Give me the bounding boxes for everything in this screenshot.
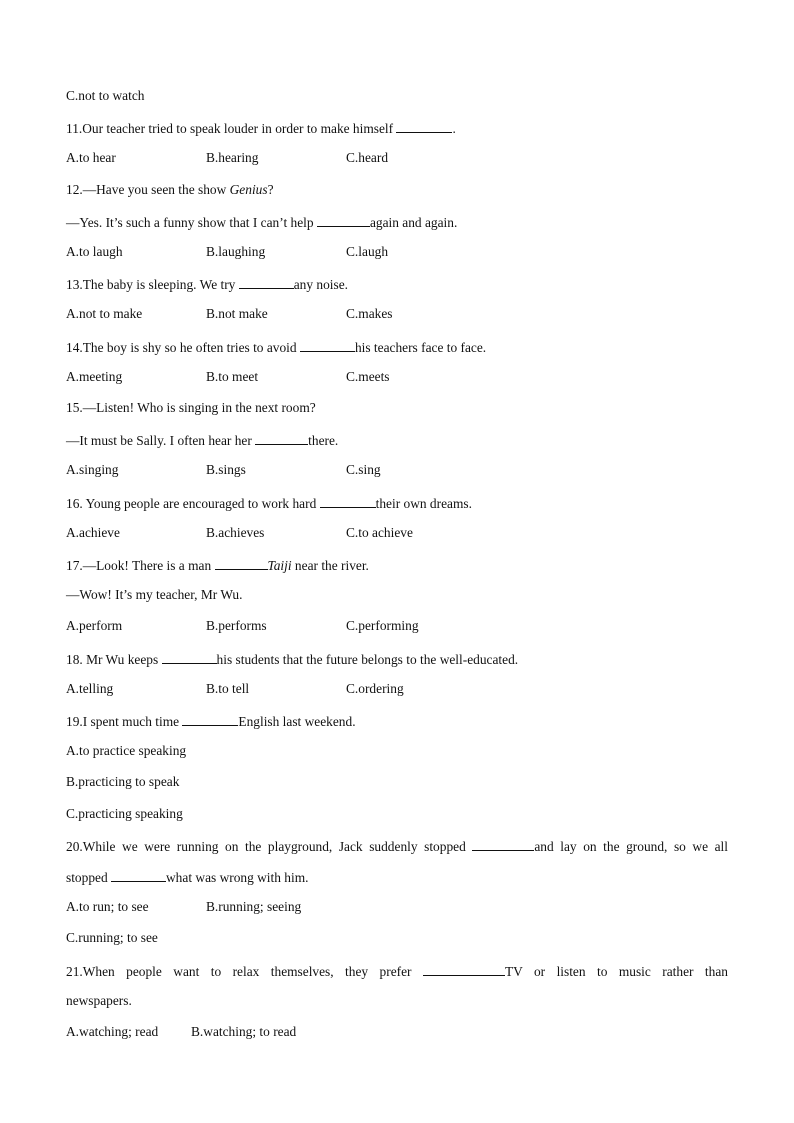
- q18-text-end: his students that the future belongs to the well-educated.: [216, 652, 519, 667]
- q17-option-b: B.performs: [206, 618, 267, 633]
- q20-cont-end: what was wrong with him.: [166, 870, 309, 885]
- q14-option-a: A.meeting: [66, 369, 123, 384]
- q18-option-c: C.ordering: [346, 681, 404, 696]
- q19-text-end: English last weekend.: [238, 714, 356, 729]
- answer-blank: [300, 338, 355, 352]
- q20-text: 20.While we were running on the playground, Jack suddenly stopped: [66, 839, 473, 854]
- q12-option-c: C.laugh: [346, 244, 389, 259]
- question-15: 15.—Listen! Who is singing in the next room?: [66, 400, 316, 415]
- q19-option-a: A.to practice speaking: [66, 743, 187, 758]
- q20-option-c: C.running; to see: [66, 930, 158, 945]
- q11-option-b: B.hearing: [206, 150, 259, 165]
- question-20: [66, 837, 728, 855]
- q17-taiji: Taiji: [267, 558, 292, 573]
- q17-options: [66, 618, 728, 634]
- q13-options: [66, 306, 728, 322]
- q19-option-b: B.practicing to speak: [66, 774, 180, 789]
- q20-cont-text: stopped: [66, 870, 112, 885]
- q12-option-a: A.to laugh: [66, 244, 123, 259]
- q21-text-end: TV or listen to music rather than: [504, 964, 728, 979]
- answer-blank: [162, 650, 217, 664]
- q11-text: 11.Our teacher tried to speak louder in order to make himself: [66, 121, 397, 136]
- q16-text-end: their own dreams.: [375, 496, 472, 511]
- q19-option-c: C.practicing speaking: [66, 806, 183, 821]
- q13-text-end: any noise.: [293, 277, 349, 292]
- q11-option-a: A.to hear: [66, 150, 116, 165]
- q13-option-a: A.not to make: [66, 306, 143, 321]
- q15-option-b: B.sings: [206, 462, 246, 477]
- q21-option-a: A.watching; read: [66, 1024, 159, 1039]
- q13-option-b: B.not make: [206, 306, 268, 321]
- q21-text: 21.When people want to relax themselves, they prefer: [66, 964, 423, 979]
- q11-options: [66, 150, 728, 166]
- answer-blank: [320, 494, 376, 508]
- q13-text: 13.The baby is sleeping. We try: [66, 277, 239, 292]
- q18-option-a: A.telling: [66, 681, 114, 696]
- worksheet-page: [66, 0, 728, 1123]
- q16-option-a: A.achieve: [66, 525, 120, 540]
- answer-blank: [111, 868, 166, 882]
- question-21-cont: newspapers.: [66, 993, 132, 1008]
- question-17-reply: —Wow! It’s my teacher, Mr Wu.: [66, 587, 243, 602]
- answer-blank: [255, 431, 308, 445]
- answer-blank: [182, 712, 238, 726]
- q12-reply-end: again and again.: [369, 215, 458, 230]
- answer-blank: [239, 275, 294, 289]
- q12-option-b: B.laughing: [206, 244, 266, 259]
- answer-blank: [215, 556, 268, 570]
- question-15-reply: [66, 431, 338, 449]
- q11-option-c: C.heard: [346, 150, 389, 165]
- q16-option-b: B.achieves: [206, 525, 265, 540]
- q11-text-end: .: [452, 121, 456, 136]
- q14-option-b: B.to meet: [206, 369, 259, 384]
- q21-option-b: B.watching; to read: [191, 1024, 297, 1039]
- q17-text-end: near the river.: [291, 558, 369, 573]
- question-12: [66, 182, 274, 198]
- q17-text: 17.—Look! There is a man: [66, 558, 215, 573]
- q12-text-end: ?: [267, 182, 274, 197]
- q12-options: [66, 244, 728, 260]
- q13-option-c: C.makes: [346, 306, 393, 321]
- question-12-reply: [66, 213, 457, 231]
- question-20-cont: [66, 868, 308, 886]
- question-14: [66, 338, 486, 356]
- question-16: [66, 494, 472, 512]
- answer-blank: [472, 837, 534, 851]
- q21-options: [66, 1024, 728, 1040]
- q14-text-end: his teachers face to face.: [354, 340, 487, 355]
- q16-option-c: C.to achieve: [346, 525, 413, 540]
- q16-options: [66, 525, 728, 541]
- q15-reply-text: —It must be Sally. I often hear her: [66, 433, 256, 448]
- answer-blank: [423, 962, 505, 976]
- q18-options: [66, 681, 728, 697]
- q19-text: 19.I spent much time: [66, 714, 183, 729]
- q12-show-title: Genius: [229, 182, 268, 197]
- question-11: [66, 119, 456, 137]
- question-19: [66, 712, 356, 730]
- question-13: [66, 275, 348, 293]
- q20-option-a: A.to run; to see: [66, 899, 149, 914]
- q12-reply-text: —Yes. It’s such a funny show that I can’t help: [66, 215, 317, 230]
- q17-option-a: A.perform: [66, 618, 123, 633]
- q20-option-b: B.running; seeing: [206, 899, 302, 914]
- q15-options: [66, 462, 728, 478]
- q20-options: [66, 899, 728, 915]
- q10-option-c: C.not to watch: [66, 88, 145, 103]
- q14-option-c: C.meets: [346, 369, 390, 384]
- q15-option-a: A.singing: [66, 462, 119, 477]
- q14-options: [66, 369, 728, 385]
- q17-option-c: C.performing: [346, 618, 419, 633]
- q18-option-b: B.to tell: [206, 681, 250, 696]
- q14-text: 14.The boy is shy so he often tries to avoid: [66, 340, 300, 355]
- q20-text-end: and lay on the ground, so we all: [534, 839, 728, 854]
- answer-blank: [396, 119, 452, 133]
- question-18: [66, 650, 518, 668]
- q18-text: 18. Mr Wu keeps: [66, 652, 162, 667]
- q16-text: 16. Young people are encouraged to work hard: [66, 496, 320, 511]
- question-17: [66, 556, 369, 574]
- question-21: [66, 962, 728, 980]
- q15-option-c: C.sing: [346, 462, 381, 477]
- q12-text: 12.—Have you seen the show: [66, 182, 230, 197]
- q15-reply-end: there.: [308, 433, 339, 448]
- answer-blank: [317, 213, 370, 227]
